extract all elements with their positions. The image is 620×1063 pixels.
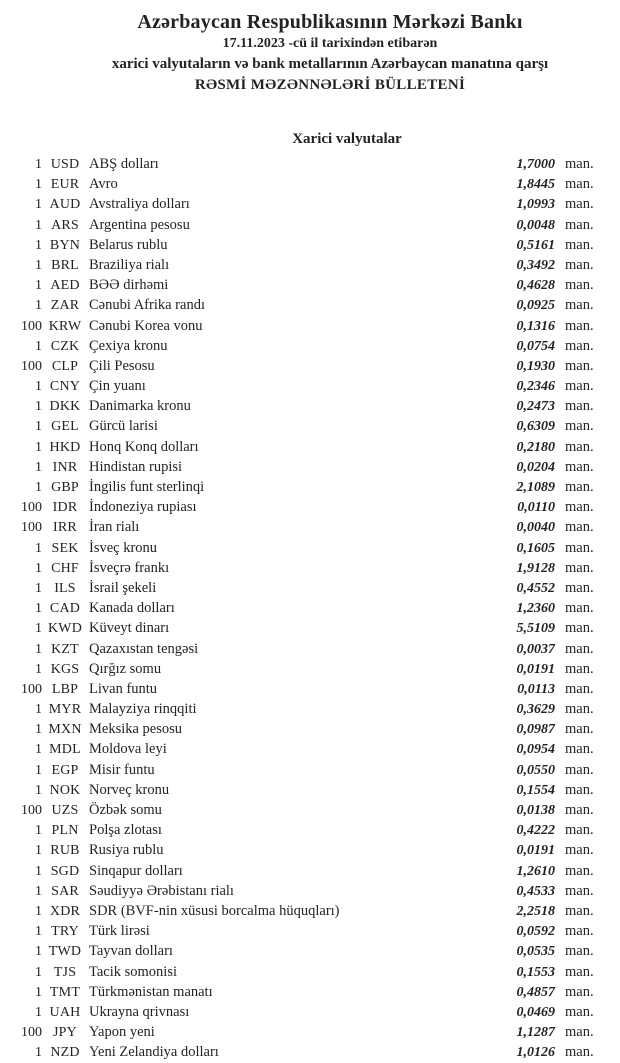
currency-code-cell: HKD — [49, 439, 81, 455]
quantity-cell: 1 — [35, 278, 42, 294]
quantity-cell: 1 — [35, 883, 42, 899]
unit-cell: man. — [565, 802, 594, 818]
rate-value-cell: 5,5109 — [516, 621, 555, 637]
unit-cell: man. — [565, 559, 594, 576]
currency-name-cell: Sinqapur dolları — [89, 862, 183, 879]
table-row — [0, 416, 620, 436]
currency-name-cell: İsveçrə frankı — [89, 559, 170, 576]
rate-value-cell: 0,1553 — [516, 964, 555, 980]
rate-value-cell: 0,0535 — [516, 944, 555, 960]
table-row — [0, 497, 620, 517]
rate-value-cell: 0,0592 — [516, 924, 555, 940]
table-row — [0, 820, 620, 840]
rate-value-cell: 2,2518 — [516, 903, 555, 919]
rate-value-cell: 1,1287 — [516, 1025, 555, 1041]
table-row — [0, 356, 620, 376]
table-row — [0, 659, 620, 679]
unit-cell: man. — [565, 277, 594, 294]
unit-cell: man. — [565, 781, 594, 798]
quantity-cell: 100 — [21, 803, 42, 818]
table-row — [0, 255, 620, 275]
quantity-cell: 1 — [35, 399, 42, 415]
quantity-cell: 1 — [35, 823, 42, 839]
unit-cell: man. — [565, 418, 594, 435]
currency-name-cell: Argentina pesosu — [89, 216, 190, 233]
unit-cell: man. — [565, 923, 594, 940]
currency-name-cell: Moldova leyi — [89, 741, 167, 758]
currency-name-cell: Malayziya rinqqiti — [89, 701, 197, 718]
rate-value-cell: 0,0191 — [516, 661, 555, 677]
unit-cell: man. — [565, 983, 594, 1000]
quantity-cell: 1 — [35, 641, 42, 657]
table-row — [0, 618, 620, 638]
currency-name-cell: Qırğız somu — [89, 660, 162, 677]
currency-name-cell: Danimarka kronu — [89, 398, 191, 415]
table-row — [0, 739, 620, 759]
table-row — [0, 376, 620, 396]
unit-cell: man. — [565, 156, 594, 172]
unit-cell: man. — [565, 1003, 594, 1020]
currency-name-cell: Çin yuanı — [89, 378, 146, 395]
currency-code-cell: BRL — [51, 257, 79, 273]
unit-cell: man. — [565, 256, 594, 273]
quantity-cell: 1 — [35, 782, 42, 798]
currency-code-cell: ZAR — [50, 298, 80, 314]
unit-cell: man. — [565, 842, 594, 859]
currency-code-cell: RUB — [50, 843, 80, 859]
table-row — [0, 517, 620, 537]
rate-value-cell: 1,9128 — [516, 560, 555, 576]
quantity-cell: 1 — [35, 338, 42, 354]
currency-code-cell: SAR — [51, 883, 79, 899]
unit-cell: man. — [565, 458, 594, 475]
quantity-cell: 1 — [35, 924, 42, 940]
currency-code-cell: CZK — [50, 338, 80, 354]
quantity-cell: 1 — [35, 621, 42, 637]
rate-value-cell: 0,4552 — [516, 580, 555, 596]
unit-cell: man. — [565, 317, 594, 334]
unit-cell: man. — [565, 196, 594, 213]
currency-name-cell: Türkmənistan manatı — [89, 983, 213, 1000]
quantity-cell: 1 — [35, 480, 42, 495]
table-row — [0, 477, 620, 497]
unit-cell: man. — [565, 539, 594, 556]
rate-value-cell: 0,2473 — [516, 399, 555, 415]
rate-value-cell: 0,0048 — [516, 217, 555, 233]
quantity-cell: 1 — [35, 419, 42, 435]
table-row — [0, 780, 620, 800]
rate-value-cell: 2,1089 — [516, 480, 555, 495]
rate-value-cell: 1,2360 — [516, 601, 555, 617]
table-row — [0, 174, 620, 194]
quantity-cell: 1 — [35, 177, 42, 193]
currency-code-cell: MXN — [48, 722, 82, 738]
currency-name-cell: İndoneziya rupiası — [89, 499, 197, 516]
unit-cell: man. — [565, 579, 594, 596]
currency-name-cell: Meksika pesosu — [89, 721, 183, 738]
table-row — [0, 154, 620, 174]
quantity-cell: 1 — [35, 580, 42, 596]
rate-value-cell: 0,0040 — [516, 520, 555, 536]
currency-code-cell: KZT — [51, 641, 79, 657]
rate-value-cell: 0,3492 — [516, 257, 555, 273]
unit-cell: man. — [565, 680, 594, 697]
rate-value-cell: 0,4222 — [516, 823, 555, 839]
quantity-cell: 1 — [35, 298, 42, 314]
unit-cell: man. — [565, 1044, 594, 1061]
currency-name-cell: İsrail şekeli — [89, 579, 157, 596]
currency-name-cell: Norveç kronu — [89, 781, 170, 798]
quantity-cell: 1 — [35, 722, 42, 738]
quantity-cell: 1 — [35, 257, 42, 273]
currency-name-cell: Gürcü larisi — [89, 418, 158, 435]
quantity-cell: 1 — [35, 157, 42, 172]
rate-value-cell: 0,0113 — [517, 681, 555, 697]
table-row — [0, 901, 620, 921]
rate-value-cell: 0,0191 — [516, 843, 555, 859]
currency-code-cell: PLN — [51, 823, 79, 839]
rate-value-cell: 1,8445 — [516, 177, 555, 193]
table-row — [0, 194, 620, 214]
currency-name-cell: Ukrayna qrivnası — [89, 1003, 190, 1020]
unit-cell: man. — [565, 1024, 594, 1041]
unit-cell: man. — [565, 398, 594, 415]
quantity-cell: 1 — [35, 863, 42, 879]
currency-code-cell: TRY — [51, 924, 79, 940]
rate-value-cell: 0,5161 — [516, 237, 555, 253]
currency-name-cell: Polşa zlotası — [89, 822, 162, 839]
unit-cell: man. — [565, 701, 594, 718]
rate-value-cell: 0,0469 — [516, 1004, 555, 1020]
currency-code-cell: MYR — [48, 702, 82, 718]
currency-code-cell: CHF — [51, 560, 79, 576]
quantity-cell: 1 — [35, 944, 42, 960]
rate-value-cell: 0,3629 — [516, 702, 555, 718]
table-row — [0, 1042, 620, 1062]
unit-cell: man. — [565, 236, 594, 253]
rate-value-cell: 0,2180 — [516, 439, 555, 455]
currency-code-cell: MDL — [49, 742, 81, 758]
currency-name-cell: Tacik somonisi — [89, 963, 177, 980]
rate-value-cell: 0,0925 — [516, 298, 555, 314]
table-row — [0, 396, 620, 416]
rate-value-cell: 1,0126 — [516, 1045, 555, 1061]
unit-cell: man. — [565, 519, 594, 536]
currency-code-cell: ILS — [54, 580, 76, 596]
unit-cell: man. — [565, 216, 594, 233]
section-title-foreign-currencies: Xarici valyutalar — [292, 131, 402, 147]
table-row — [0, 235, 620, 255]
unit-cell: man. — [565, 862, 594, 879]
table-row — [0, 1022, 620, 1042]
quantity-cell: 1 — [35, 964, 42, 980]
exchange-rates-table — [0, 154, 620, 1062]
table-row — [0, 295, 620, 315]
quantity-cell: 1 — [35, 843, 42, 859]
currency-code-cell: GBP — [51, 480, 79, 495]
table-row — [0, 437, 620, 457]
rate-value-cell: 0,1554 — [516, 782, 555, 798]
currency-name-cell: Küveyt dinarı — [89, 620, 170, 637]
effective-date-line: 17.11.2023 -cü il tarixindən etibarən — [222, 36, 438, 51]
table-row — [0, 679, 620, 699]
rate-value-cell: 0,1605 — [516, 540, 555, 556]
currency-code-cell: TJS — [53, 964, 77, 980]
rate-value-cell: 0,4533 — [516, 883, 555, 899]
currency-code-cell: AUD — [49, 197, 81, 213]
quantity-cell: 1 — [35, 1045, 42, 1061]
quantity-cell: 1 — [35, 197, 42, 213]
currency-name-cell: Cənubi Afrika randı — [89, 297, 205, 314]
table-row — [0, 719, 620, 739]
currency-name-cell: Səudiyyə Ərəbistanı rialı — [89, 882, 234, 899]
table-row — [0, 336, 620, 356]
quantity-cell: 1 — [35, 459, 42, 475]
unit-cell: man. — [565, 479, 594, 495]
quantity-cell: 100 — [21, 500, 42, 516]
currency-code-cell: SEK — [51, 540, 79, 556]
quantity-cell: 1 — [35, 661, 42, 677]
currency-code-cell: AED — [50, 278, 80, 294]
currency-code-cell: LBP — [51, 681, 79, 697]
rate-value-cell: 0,4628 — [516, 278, 555, 294]
table-row — [0, 921, 620, 941]
quantity-cell: 1 — [35, 601, 42, 617]
quantity-cell: 1 — [35, 217, 42, 233]
table-row — [0, 941, 620, 961]
table-row — [0, 558, 620, 578]
quantity-cell: 1 — [35, 379, 42, 395]
currency-name-cell: Özbək somu — [89, 802, 162, 818]
rate-value-cell: 0,2346 — [516, 379, 555, 395]
currency-name-cell: Honq Konq dolları — [89, 438, 199, 455]
table-row — [0, 578, 620, 598]
currency-code-cell: SGD — [50, 863, 80, 879]
currency-name-cell: Kanada dolları — [89, 600, 175, 617]
unit-cell: man. — [565, 882, 594, 899]
unit-cell: man. — [565, 741, 594, 758]
rate-value-cell: 0,4857 — [516, 984, 555, 1000]
table-row — [0, 760, 620, 780]
table-row — [0, 982, 620, 1002]
quantity-cell: 100 — [21, 1025, 42, 1041]
table-row — [0, 316, 620, 336]
rate-value-cell: 0,6309 — [516, 419, 555, 435]
rate-value-cell: 0,0138 — [516, 803, 555, 818]
unit-cell: man. — [565, 337, 594, 354]
bulletin-title: RƏSMİ MƏZƏNNƏLƏRİ BÜLLETENİ — [194, 77, 466, 93]
currency-code-cell: NZD — [50, 1045, 80, 1061]
currency-name-cell: Qazaxıstan tengəsi — [89, 640, 199, 657]
currency-code-cell: CNY — [49, 379, 81, 395]
currency-name-cell: Misir funtu — [89, 761, 155, 778]
rate-value-cell: 0,0204 — [516, 459, 555, 475]
currency-code-cell: DKK — [49, 399, 81, 415]
unit-cell: man. — [565, 438, 594, 455]
unit-cell: man. — [565, 640, 594, 657]
unit-cell: man. — [565, 943, 594, 960]
unit-cell: man. — [565, 297, 594, 314]
quantity-cell: 100 — [21, 318, 42, 334]
currency-code-cell: UAH — [49, 1004, 81, 1020]
currency-code-cell: UZS — [51, 803, 79, 818]
document-subtitle: xarici valyutaların və bank metallarının Azərbaycan manatına qarşı — [111, 56, 549, 72]
currency-code-cell: USD — [50, 157, 80, 172]
currency-code-cell: ARS — [51, 217, 79, 233]
currency-name-cell: SDR (BVF-nin xüsusi borcalma hüquqları) — [89, 902, 340, 919]
currency-code-cell: EGP — [51, 762, 79, 778]
table-row — [0, 840, 620, 860]
rate-value-cell: 0,0110 — [517, 500, 555, 516]
table-row — [0, 861, 620, 881]
currency-code-cell: CAD — [49, 601, 81, 617]
currency-name-cell: İngilis funt sterlinqi — [89, 479, 205, 495]
unit-cell: man. — [565, 822, 594, 839]
currency-name-cell: Belarus rublu — [89, 236, 168, 253]
table-row — [0, 881, 620, 901]
rate-value-cell: 0,0987 — [516, 722, 555, 738]
unit-cell: man. — [565, 620, 594, 637]
currency-name-cell: ABŞ dolları — [89, 156, 159, 172]
rate-value-cell: 0,0754 — [516, 338, 555, 354]
table-row — [0, 457, 620, 477]
rate-value-cell: 1,2610 — [516, 863, 555, 879]
currency-code-cell: GEL — [51, 419, 79, 435]
rate-value-cell: 0,0037 — [516, 641, 555, 657]
table-row — [0, 800, 620, 820]
currency-code-cell: EUR — [50, 177, 80, 193]
table-row — [0, 699, 620, 719]
currency-code-cell: NOK — [49, 782, 81, 798]
quantity-cell: 1 — [35, 903, 42, 919]
currency-code-cell: KRW — [48, 318, 82, 334]
currency-name-cell: Çili Pesosu — [89, 357, 155, 374]
currency-name-cell: İran rialı — [89, 519, 140, 536]
quantity-cell: 1 — [35, 237, 42, 253]
unit-cell: man. — [565, 761, 594, 778]
unit-cell: man. — [565, 378, 594, 395]
rate-value-cell: 1,0993 — [516, 197, 555, 213]
currency-name-cell: Yeni Zelandiya dolları — [89, 1044, 219, 1061]
table-row — [0, 598, 620, 618]
currency-name-cell: Yapon yeni — [89, 1024, 155, 1041]
table-row — [0, 538, 620, 558]
currency-code-cell: BYN — [49, 237, 81, 253]
currency-code-cell: TMT — [49, 984, 81, 1000]
quantity-cell: 100 — [21, 520, 42, 536]
unit-cell: man. — [565, 902, 594, 919]
table-row — [0, 962, 620, 982]
currency-name-cell: Avro — [89, 176, 118, 193]
quantity-cell: 1 — [35, 439, 42, 455]
table-row — [0, 1002, 620, 1022]
currency-code-cell: XDR — [49, 903, 81, 919]
quantity-cell: 1 — [35, 762, 42, 778]
table-row — [0, 639, 620, 659]
quantity-cell: 1 — [35, 560, 42, 576]
rate-value-cell: 0,1930 — [516, 358, 555, 374]
currency-name-cell: Tayvan dolları — [89, 943, 173, 960]
quantity-cell: 1 — [35, 984, 42, 1000]
currency-name-cell: Cənubi Korea vonu — [89, 317, 203, 334]
currency-code-cell: KWD — [47, 621, 83, 637]
table-row — [0, 215, 620, 235]
currency-code-cell: JPY — [53, 1025, 77, 1041]
rate-value-cell: 0,0550 — [516, 762, 555, 778]
currency-name-cell: Türk lirəsi — [89, 923, 150, 940]
table-row — [0, 275, 620, 295]
unit-cell: man. — [565, 176, 594, 193]
quantity-cell: 1 — [35, 1004, 42, 1020]
currency-name-cell: Braziliya rialı — [89, 256, 170, 273]
unit-cell: man. — [565, 660, 594, 677]
currency-name-cell: BƏƏ dirhəmi — [89, 277, 169, 294]
unit-cell: man. — [565, 499, 594, 516]
currency-name-cell: Avstraliya dolları — [89, 196, 190, 213]
currency-name-cell: İsveç kronu — [89, 539, 158, 556]
bank-title: Azərbaycan Respublikasının Mərkəzi Bankı — [137, 11, 523, 33]
unit-cell: man. — [565, 357, 594, 374]
rate-value-cell: 0,1316 — [516, 318, 555, 334]
unit-cell: man. — [565, 721, 594, 738]
currency-name-cell: Çexiya kronu — [89, 337, 168, 354]
currency-code-cell: IRR — [53, 520, 77, 536]
currency-code-cell: TWD — [48, 944, 82, 960]
unit-cell: man. — [565, 963, 594, 980]
currency-code-cell: IDR — [52, 500, 78, 516]
quantity-cell: 1 — [35, 742, 42, 758]
rate-value-cell: 0,0954 — [516, 742, 555, 758]
currency-code-cell: KGS — [50, 661, 80, 677]
currency-name-cell: Livan funtu — [89, 680, 158, 697]
currency-code-cell: CLP — [51, 358, 79, 374]
currency-name-cell: Hindistan rupisi — [89, 458, 183, 475]
quantity-cell: 1 — [35, 702, 42, 718]
quantity-cell: 100 — [21, 358, 42, 374]
rate-value-cell: 1,7000 — [516, 157, 555, 172]
currency-name-cell: Rusiya rublu — [89, 842, 164, 859]
unit-cell: man. — [565, 600, 594, 617]
currency-code-cell: INR — [52, 459, 78, 475]
quantity-cell: 1 — [35, 540, 42, 556]
document-header — [0, 0, 620, 96]
quantity-cell: 100 — [21, 681, 42, 697]
